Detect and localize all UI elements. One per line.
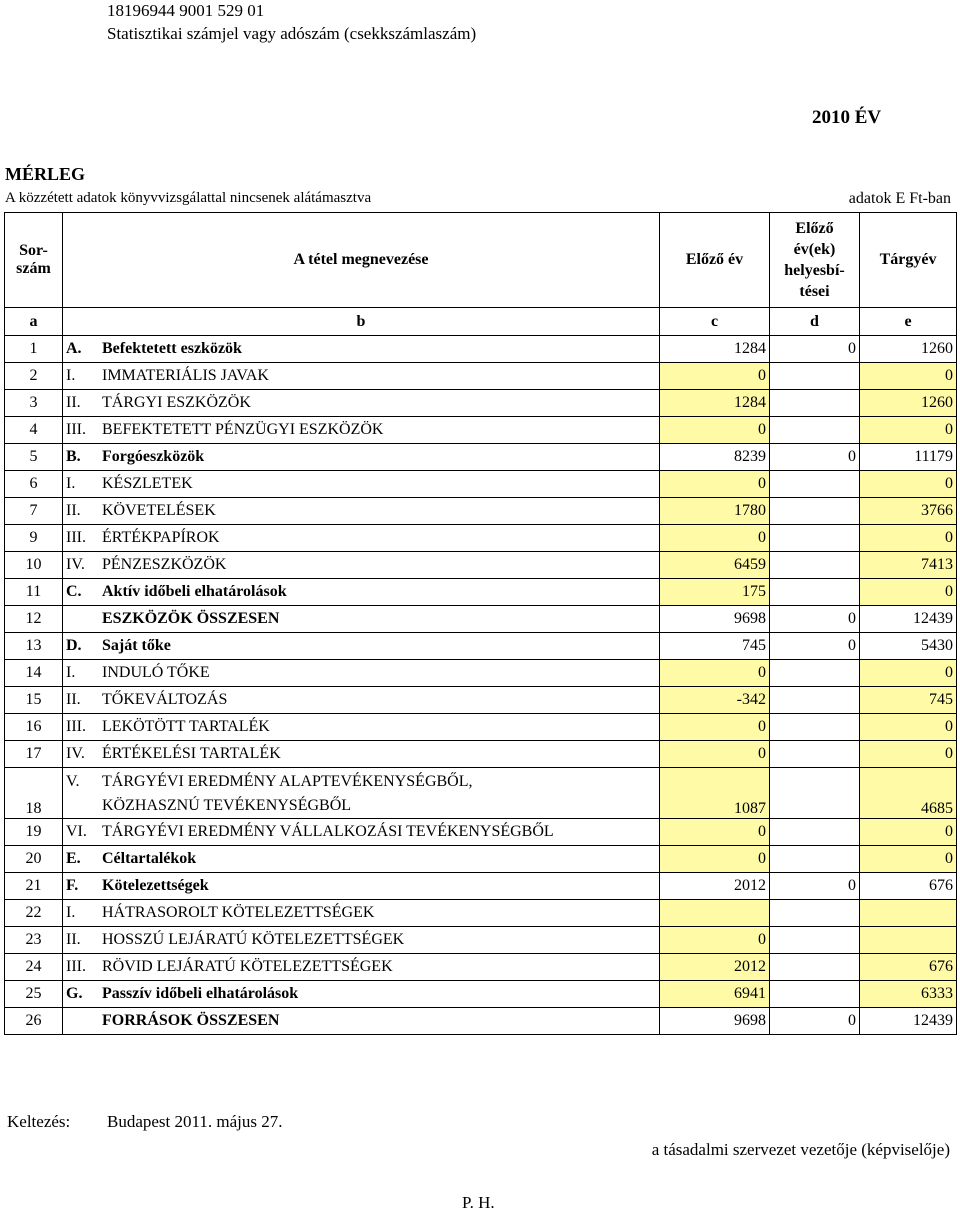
correction-value <box>770 819 860 846</box>
stamp-initials: P. H. <box>462 1193 495 1212</box>
balance-sheet-table <box>4 212 957 1035</box>
row-number: 1 <box>5 336 63 363</box>
item-code: II. <box>66 394 81 411</box>
current-year-value <box>860 927 957 954</box>
header-current-year: Tárgyév <box>860 213 957 308</box>
table-row <box>5 363 957 390</box>
item-label: RÖVID LEJÁRATÚ KÖTELEZETTSÉGEK <box>102 958 393 975</box>
item-label: PÉNZESZKÖZÖK <box>102 556 227 573</box>
item-name <box>63 927 660 954</box>
item-name <box>63 660 660 687</box>
item-name <box>63 1008 660 1035</box>
item-code: I. <box>66 664 76 681</box>
previous-year-value: 0 <box>660 927 770 954</box>
table-row <box>5 336 957 363</box>
previous-year-value: 2012 <box>660 954 770 981</box>
row-number: 15 <box>5 687 63 714</box>
row-number: 11 <box>5 579 63 606</box>
current-year-value: 0 <box>860 363 957 390</box>
current-year-value: 0 <box>860 846 957 873</box>
current-year-value: 0 <box>860 579 957 606</box>
item-code: I. <box>66 475 76 492</box>
previous-year-value: 1780 <box>660 498 770 525</box>
item-code: G. <box>66 985 83 1002</box>
item-name <box>63 954 660 981</box>
previous-year-value <box>660 900 770 927</box>
table-row <box>5 525 957 552</box>
previous-year-value: 0 <box>660 525 770 552</box>
header-corrections: Előző év(ek) helyesbí- tései <box>770 213 860 308</box>
correction-value <box>770 390 860 417</box>
item-label: TÁRGYÉVI EREDMÉNY ALAPTEVÉKENYSÉGBŐL, <box>102 773 473 790</box>
item-label: Saját tőke <box>102 637 171 654</box>
column-letter-e: e <box>860 308 957 336</box>
table-row <box>5 846 957 873</box>
item-name <box>63 714 660 741</box>
row-number: 12 <box>5 606 63 633</box>
current-year-value: 0 <box>860 714 957 741</box>
table-row <box>5 552 957 579</box>
current-year-value: 6333 <box>860 981 957 1008</box>
item-label: TÁRGYÉVI EREDMÉNY VÁLLALKOZÁSI TEVÉKENYSÉGBŐL <box>102 823 554 840</box>
item-name <box>63 606 660 633</box>
item-name <box>63 741 660 768</box>
previous-year-value: 6941 <box>660 981 770 1008</box>
item-code: III. <box>66 421 86 438</box>
table-row <box>5 471 957 498</box>
row-number: 26 <box>5 1008 63 1035</box>
current-year-value: 0 <box>860 819 957 846</box>
item-label: KÖVETELÉSEK <box>102 502 216 519</box>
correction-value <box>770 981 860 1008</box>
item-label: TŐKEVÁLTOZÁS <box>102 691 228 708</box>
table-row <box>5 900 957 927</box>
correction-value: 0 <box>770 873 860 900</box>
item-label: INDULÓ TŐKE <box>102 664 210 681</box>
table-row <box>5 579 957 606</box>
correction-value <box>770 846 860 873</box>
item-name <box>63 471 660 498</box>
item-name <box>63 525 660 552</box>
previous-year-value: 745 <box>660 633 770 660</box>
correction-value <box>770 900 860 927</box>
previous-year-value: 6459 <box>660 552 770 579</box>
item-label: ESZKÖZÖK ÖSSZESEN <box>102 610 280 627</box>
item-code: E. <box>66 850 81 867</box>
previous-year-value: 0 <box>660 714 770 741</box>
correction-value <box>770 417 860 444</box>
item-name <box>63 336 660 363</box>
column-letter-b: b <box>63 308 660 336</box>
previous-year-value: 9698 <box>660 606 770 633</box>
previous-year-value: 0 <box>660 819 770 846</box>
row-number: 18 <box>5 768 63 819</box>
item-label: Kötelezettségek <box>102 877 209 894</box>
current-year-value: 745 <box>860 687 957 714</box>
statistical-id: 18196944 9001 529 01 <box>107 1 265 20</box>
correction-value <box>770 471 860 498</box>
previous-year-value: 0 <box>660 471 770 498</box>
item-label: LEKÖTÖTT TARTALÉK <box>102 718 270 735</box>
current-year-value: 0 <box>860 660 957 687</box>
table-row <box>5 954 957 981</box>
item-code: VI. <box>66 823 87 840</box>
correction-value <box>770 927 860 954</box>
item-code: III. <box>66 958 86 975</box>
item-code: D. <box>66 637 82 654</box>
header-row-number: Sor- szám <box>5 213 63 308</box>
row-number: 17 <box>5 741 63 768</box>
item-code: III. <box>66 718 86 735</box>
current-year-value: 3766 <box>860 498 957 525</box>
item-code: C. <box>66 583 82 600</box>
header-item-name: A tétel megnevezése <box>63 213 660 308</box>
document-title: MÉRLEG <box>5 164 86 184</box>
column-letter-c: c <box>660 308 770 336</box>
table-row <box>5 714 957 741</box>
item-label: FORRÁSOK ÖSSZESEN <box>102 1012 280 1029</box>
previous-year-value: 9698 <box>660 1008 770 1035</box>
item-code: V. <box>66 773 80 790</box>
column-letter-row <box>5 308 957 336</box>
row-number: 25 <box>5 981 63 1008</box>
table-row <box>5 981 957 1008</box>
item-code: I. <box>66 904 76 921</box>
item-label: Befektetett eszközök <box>102 340 242 357</box>
item-label: BEFEKTETETT PÉNZÜGYI ESZKÖZÖK <box>102 421 384 438</box>
table-row <box>5 390 957 417</box>
header-previous-year: Előző év <box>660 213 770 308</box>
current-year-value: 0 <box>860 525 957 552</box>
item-code: II. <box>66 691 81 708</box>
item-code: II. <box>66 931 81 948</box>
item-name <box>63 390 660 417</box>
item-name <box>63 846 660 873</box>
row-number: 7 <box>5 498 63 525</box>
item-name <box>63 900 660 927</box>
item-name <box>63 444 660 471</box>
date-value: Budapest 2011. május 27. <box>107 1112 283 1131</box>
current-year-value <box>860 900 957 927</box>
item-name <box>63 687 660 714</box>
row-number: 23 <box>5 927 63 954</box>
audit-note: A közzétett adatok könyvvizsgálattal nincsenek alátámasztva <box>5 190 372 206</box>
previous-year-value: 1284 <box>660 390 770 417</box>
row-number: 21 <box>5 873 63 900</box>
correction-value: 0 <box>770 606 860 633</box>
correction-value <box>770 660 860 687</box>
unit-note: adatok E Ft-ban <box>848 190 951 207</box>
table-row <box>5 687 957 714</box>
item-label: ÉRTÉKELÉSI TARTALÉK <box>102 745 281 762</box>
previous-year-value: 2012 <box>660 873 770 900</box>
row-number: 14 <box>5 660 63 687</box>
row-number: 4 <box>5 417 63 444</box>
previous-year-value: 1087 <box>660 768 770 819</box>
correction-value <box>770 525 860 552</box>
current-year-value: 0 <box>860 741 957 768</box>
column-letter-d: d <box>770 308 860 336</box>
item-code: B. <box>66 448 81 465</box>
row-number: 9 <box>5 525 63 552</box>
current-year-value: 1260 <box>860 336 957 363</box>
table-row <box>5 444 957 471</box>
item-label: Céltartalékok <box>102 850 197 867</box>
current-year-value: 4685 <box>860 768 957 819</box>
item-name <box>63 873 660 900</box>
current-year-value: 676 <box>860 954 957 981</box>
item-code: A. <box>66 340 82 357</box>
correction-value: 0 <box>770 633 860 660</box>
item-name <box>63 579 660 606</box>
previous-year-value: 0 <box>660 660 770 687</box>
row-number: 6 <box>5 471 63 498</box>
table-row <box>5 633 957 660</box>
item-name <box>63 633 660 660</box>
previous-year-value: 1284 <box>660 336 770 363</box>
current-year-value: 676 <box>860 873 957 900</box>
correction-value <box>770 498 860 525</box>
item-label: Aktív időbeli elhatárolások <box>102 583 287 600</box>
item-label: Passzív időbeli elhatárolások <box>102 985 299 1002</box>
correction-value <box>770 954 860 981</box>
correction-value: 0 <box>770 1008 860 1035</box>
current-year-value: 12439 <box>860 606 957 633</box>
column-letter-a: a <box>5 308 63 336</box>
item-label: IMMATERIÁLIS JAVAK <box>102 367 269 384</box>
row-number: 3 <box>5 390 63 417</box>
correction-value <box>770 552 860 579</box>
table-row <box>5 768 957 819</box>
table-row <box>5 927 957 954</box>
previous-year-value: 0 <box>660 363 770 390</box>
previous-year-value: 0 <box>660 417 770 444</box>
item-label-continued: KÖZHASZNÚ TEVÉKENYSÉGBŐL <box>102 797 352 814</box>
row-number: 10 <box>5 552 63 579</box>
correction-value <box>770 687 860 714</box>
item-code: IV. <box>66 556 85 573</box>
signer-caption: a tásadalmi szervezet vezetője (képviselője) <box>651 1140 950 1159</box>
previous-year-value: 0 <box>660 846 770 873</box>
item-label: Forgóeszközök <box>102 448 205 465</box>
correction-value <box>770 714 860 741</box>
item-label: TÁRGYI ESZKÖZÖK <box>102 394 251 411</box>
table-row <box>5 606 957 633</box>
row-number: 16 <box>5 714 63 741</box>
correction-value <box>770 363 860 390</box>
previous-year-value: 175 <box>660 579 770 606</box>
item-name <box>63 498 660 525</box>
item-code: F. <box>66 877 79 894</box>
report-year: 2010 ÉV <box>812 107 882 128</box>
item-label: ÉRTÉKPAPÍROK <box>102 529 220 546</box>
row-number: 24 <box>5 954 63 981</box>
row-number: 5 <box>5 444 63 471</box>
previous-year-value: 0 <box>660 741 770 768</box>
correction-value <box>770 768 860 819</box>
item-name <box>63 768 660 819</box>
table-row <box>5 498 957 525</box>
table-row <box>5 819 957 846</box>
statistical-id-caption: Statisztikai számjel vagy adószám (csekkszámlaszám) <box>107 24 477 43</box>
item-code: I. <box>66 367 76 384</box>
item-name <box>63 363 660 390</box>
table-row <box>5 1008 957 1035</box>
table-row <box>5 660 957 687</box>
correction-value <box>770 579 860 606</box>
item-name <box>63 981 660 1008</box>
correction-value: 0 <box>770 444 860 471</box>
table-row <box>5 417 957 444</box>
item-label: HOSSZÚ LEJÁRATÚ KÖTELEZETTSÉGEK <box>102 931 405 948</box>
current-year-value: 0 <box>860 471 957 498</box>
item-code: III. <box>66 529 86 546</box>
current-year-value: 5430 <box>860 633 957 660</box>
table-header-row <box>5 213 957 308</box>
row-number: 2 <box>5 363 63 390</box>
date-label: Keltezés: <box>7 1112 71 1131</box>
row-number: 13 <box>5 633 63 660</box>
item-label: KÉSZLETEK <box>102 475 193 492</box>
item-code: IV. <box>66 745 85 762</box>
current-year-value: 12439 <box>860 1008 957 1035</box>
row-number: 22 <box>5 900 63 927</box>
table-row <box>5 741 957 768</box>
item-name <box>63 552 660 579</box>
item-name <box>63 819 660 846</box>
correction-value <box>770 741 860 768</box>
item-name <box>63 417 660 444</box>
table-row <box>5 873 957 900</box>
current-year-value: 0 <box>860 417 957 444</box>
current-year-value: 11179 <box>860 444 957 471</box>
current-year-value: 7413 <box>860 552 957 579</box>
row-number: 19 <box>5 819 63 846</box>
item-label: HÁTRASOROLT KÖTELEZETTSÉGEK <box>102 904 375 921</box>
item-code: II. <box>66 502 81 519</box>
previous-year-value: 8239 <box>660 444 770 471</box>
correction-value: 0 <box>770 336 860 363</box>
previous-year-value: -342 <box>660 687 770 714</box>
current-year-value: 1260 <box>860 390 957 417</box>
row-number: 20 <box>5 846 63 873</box>
